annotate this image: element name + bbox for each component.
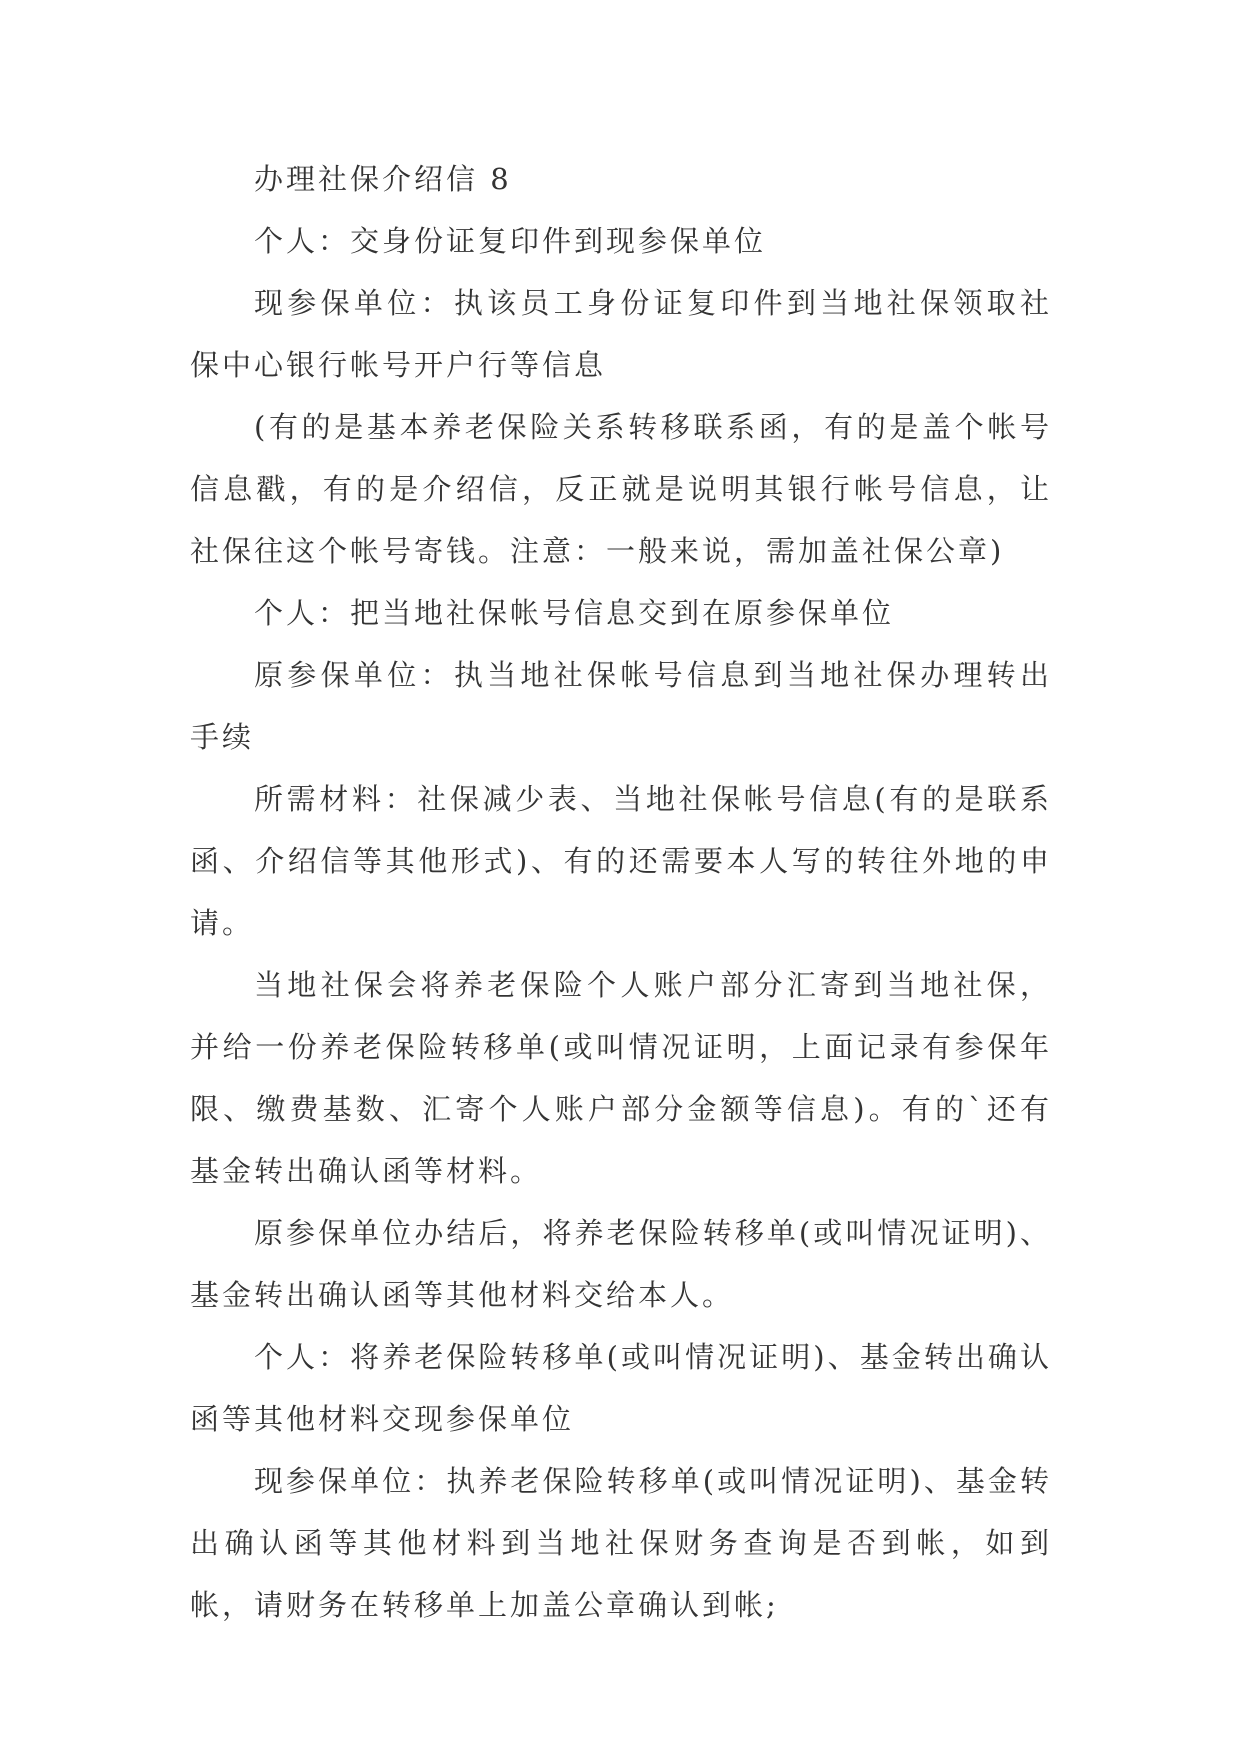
paragraph: (有的是基本养老保险关系转移联系函，有的是盖个帐号信息戳，有的是介绍信，反正就是说明其银行帐号信息，让社保往这个帐号寄钱。注意：一般来说，需加盖社保公章)	[190, 410, 1052, 568]
document-body	[190, 148, 1052, 1636]
paragraph: 所需材料：社保减少表、当地社保帐号信息(有的是联系函、介绍信等其他形式)、有的还需要本人写的转往外地的申请。	[190, 782, 1052, 940]
paragraph: 原参保单位办结后，将养老保险转移单(或叫情况证明)、基金转出确认函等其他材料交给本人。	[190, 1216, 1052, 1312]
paragraph: 个人：交身份证复印件到现参保单位	[254, 224, 767, 258]
paragraph: 个人：把当地社保帐号信息交到在原参保单位	[254, 596, 895, 630]
paragraph: 原参保单位：执当地社保帐号信息到当地社保办理转出手续	[190, 658, 1052, 754]
paragraph: 现参保单位：执该员工身份证复印件到当地社保领取社保中心银行帐号开户行等信息	[190, 286, 1052, 382]
paragraph: 个人：将养老保险转移单(或叫情况证明)、基金转出确认函等其他材料交现参保单位	[190, 1340, 1052, 1436]
document-title: 办理社保介绍信 8	[254, 162, 512, 196]
paragraph: 当地社保会将养老保险个人账户部分汇寄到当地社保，并给一份养老保险转移单(或叫情况证明，上面记录有参保年限、缴费基数、汇寄个人账户部分金额等信息)。有的`还有基金转出确认函等材料。	[190, 968, 1052, 1188]
paragraph: 现参保单位：执养老保险转移单(或叫情况证明)、基金转出确认函等其他材料到当地社保财务查询是否到帐，如到帐，请财务在转移单上加盖公章确认到帐;	[190, 1464, 1052, 1622]
